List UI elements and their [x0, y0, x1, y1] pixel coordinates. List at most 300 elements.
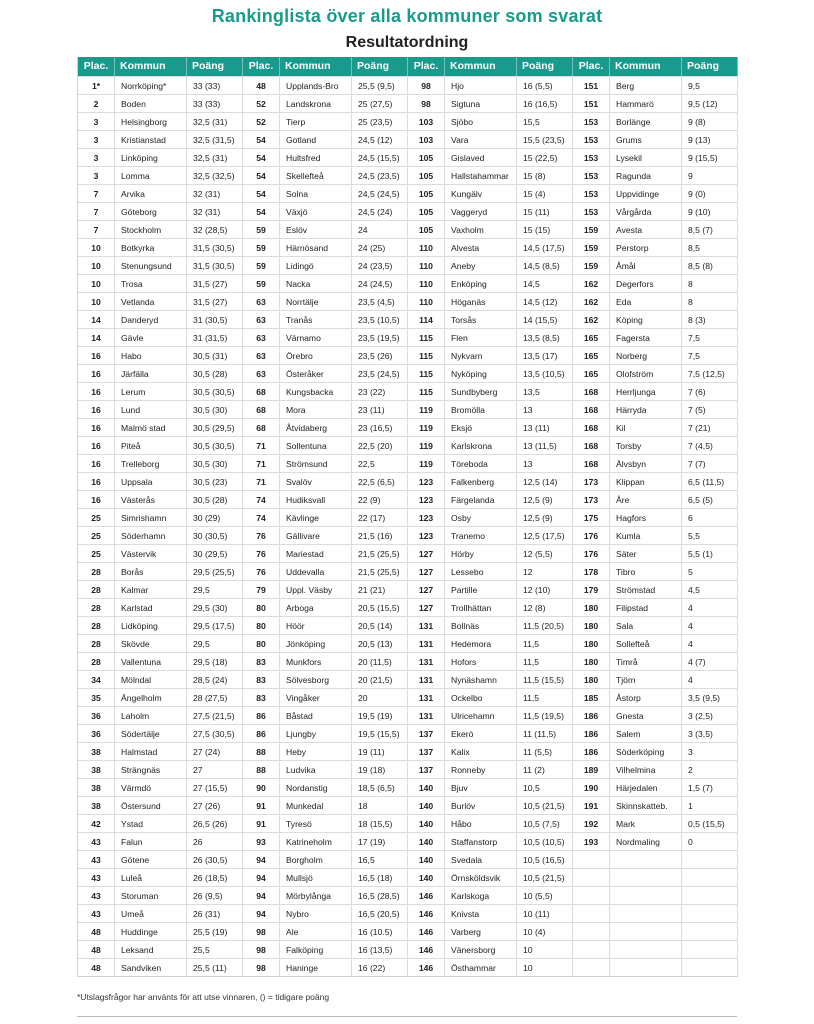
kommun-cell: Strömsund: [280, 455, 352, 472]
table-row: [78, 238, 243, 256]
place-cell: 151: [573, 77, 610, 94]
kommun-cell: Borlänge: [610, 113, 682, 130]
poang-cell: 31 (31,5): [187, 329, 243, 346]
place-cell: 63: [243, 347, 280, 364]
kommun-cell: Umeå: [115, 905, 187, 922]
place-cell: [573, 959, 610, 976]
place-cell: 10: [78, 239, 115, 256]
place-cell: 119: [408, 437, 445, 454]
table-header: [573, 57, 738, 76]
place-cell: 98: [243, 941, 280, 958]
kommun-cell: Kalix: [445, 743, 517, 760]
kommun-cell: Gävle: [115, 329, 187, 346]
poang-cell: 29,5 (30): [187, 599, 243, 616]
kommun-cell: Simrishamn: [115, 509, 187, 526]
poang-cell: 17 (19): [352, 833, 408, 850]
place-cell: 159: [573, 257, 610, 274]
place-cell: 16: [78, 383, 115, 400]
table-row: [78, 886, 243, 904]
poang-cell: 11 (5,5): [517, 743, 573, 760]
kommun-cell: Mark: [610, 815, 682, 832]
table-row: [78, 202, 243, 220]
table-row: [573, 616, 738, 634]
kommun-cell: Strömstad: [610, 581, 682, 598]
place-cell: 114: [408, 311, 445, 328]
table-row: [243, 400, 408, 418]
place-cell: 91: [243, 797, 280, 814]
poang-cell: 13: [517, 401, 573, 418]
kommun-cell: Ängelholm: [115, 689, 187, 706]
table-row: [78, 760, 243, 778]
poang-cell: 29,5 (17,5): [187, 617, 243, 634]
poang-cell: 24,5 (24,5): [352, 185, 408, 202]
place-cell: 137: [408, 761, 445, 778]
poang-cell: 19 (18): [352, 761, 408, 778]
place-cell: 80: [243, 599, 280, 616]
poang-cell: 9 (15,5): [682, 149, 738, 166]
poang-cell: 26 (18,5): [187, 869, 243, 886]
place-cell: 191: [573, 797, 610, 814]
kommun-cell: Sölvesborg: [280, 671, 352, 688]
poang-cell: 29,5 (18): [187, 653, 243, 670]
place-cell: 159: [573, 239, 610, 256]
table-row: [78, 346, 243, 364]
table-row: [78, 796, 243, 814]
poang-cell: 13 (11,5): [517, 437, 573, 454]
table-row: [243, 94, 408, 112]
kommun-cell: Lessebo: [445, 563, 517, 580]
poang-cell: 29,5: [187, 581, 243, 598]
table-row: [78, 832, 243, 850]
table-row: [243, 202, 408, 220]
table-row: [243, 544, 408, 562]
table-row: [408, 526, 573, 544]
poang-cell: 0,5 (15,5): [682, 815, 738, 832]
kommun-cell: Köping: [610, 311, 682, 328]
kommun-cell: Nordanstig: [280, 779, 352, 796]
poang-cell: 4: [682, 635, 738, 652]
place-cell: 175: [573, 509, 610, 526]
kommun-cell: Båstad: [280, 707, 352, 724]
kommun-cell: Värmdö: [115, 779, 187, 796]
table-row: [408, 562, 573, 580]
table-row: [243, 256, 408, 274]
kommun-cell: Karlskrona: [445, 437, 517, 454]
poang-cell: 9 (8): [682, 113, 738, 130]
kommun-cell: Botkyrka: [115, 239, 187, 256]
place-cell: 123: [408, 509, 445, 526]
kommun-cell: Uppsala: [115, 473, 187, 490]
table-row: [78, 958, 243, 976]
kommun-cell: Partille: [445, 581, 517, 598]
kommun-cell: Mullsjö: [280, 869, 352, 886]
place-cell: 48: [78, 923, 115, 940]
header-poang: Poäng: [187, 57, 243, 76]
kommun-cell: Strängnäs: [115, 761, 187, 778]
place-cell: 165: [573, 329, 610, 346]
kommun-cell: Lysekil: [610, 149, 682, 166]
table-row: [78, 544, 243, 562]
table-row: [408, 670, 573, 688]
poang-cell: 13: [517, 455, 573, 472]
table-row: [243, 274, 408, 292]
kommun-cell: Nacka: [280, 275, 352, 292]
header-place: Plac.: [78, 57, 115, 76]
poang-cell: 16,5 (18): [352, 869, 408, 886]
table-row: [243, 238, 408, 256]
ranking-column: [573, 57, 738, 976]
kommun-cell: [610, 869, 682, 886]
place-cell: 162: [573, 275, 610, 292]
place-cell: 153: [573, 185, 610, 202]
place-cell: 34: [78, 671, 115, 688]
poang-cell: 7,5: [682, 329, 738, 346]
table-row: [573, 436, 738, 454]
place-cell: 168: [573, 437, 610, 454]
table-row: [78, 490, 243, 508]
header-place: Plac.: [408, 57, 445, 76]
table-row: [573, 76, 738, 94]
poang-cell: 27 (26): [187, 797, 243, 814]
place-cell: 115: [408, 383, 445, 400]
place-cell: 168: [573, 455, 610, 472]
place-cell: 28: [78, 635, 115, 652]
place-cell: 25: [78, 545, 115, 562]
poang-cell: [682, 905, 738, 922]
table-row: [78, 508, 243, 526]
table-row: [78, 616, 243, 634]
page-title: Rankinglista över alla kommuner som svarat: [211, 6, 603, 26]
place-cell: 7: [78, 203, 115, 220]
place-cell: 137: [408, 725, 445, 742]
table-row: [408, 166, 573, 184]
table-row: [78, 922, 243, 940]
poang-cell: 16,5 (20,5): [352, 905, 408, 922]
place-cell: 115: [408, 329, 445, 346]
table-row: [408, 292, 573, 310]
table-row: [408, 634, 573, 652]
kommun-cell: Berg: [610, 77, 682, 94]
poang-cell: 26: [187, 833, 243, 850]
kommun-cell: Sandviken: [115, 959, 187, 976]
poang-cell: 31,5 (27): [187, 293, 243, 310]
header-kommun: Kommun: [445, 57, 517, 76]
kommun-cell: Klippan: [610, 473, 682, 490]
kommun-cell: Ljungby: [280, 725, 352, 742]
kommun-cell: Olofström: [610, 365, 682, 382]
table-row: [243, 580, 408, 598]
place-cell: 83: [243, 689, 280, 706]
poang-cell: 9 (13): [682, 131, 738, 148]
place-cell: 28: [78, 581, 115, 598]
kommun-cell: Nordmaling: [610, 833, 682, 850]
poang-cell: 7,5 (12,5): [682, 365, 738, 382]
table-row: [243, 850, 408, 868]
place-cell: 98: [243, 959, 280, 976]
poang-cell: 25 (27,5): [352, 95, 408, 112]
table-row: [573, 508, 738, 526]
table-row: [573, 418, 738, 436]
kommun-cell: Bromölla: [445, 401, 517, 418]
place-cell: 88: [243, 743, 280, 760]
table-row: [243, 598, 408, 616]
table-rows: [243, 76, 408, 976]
table-row: [243, 922, 408, 940]
poang-cell: 4: [682, 617, 738, 634]
poang-cell: 27,5 (21,5): [187, 707, 243, 724]
table-row: [243, 688, 408, 706]
poang-cell: 31,5 (30,5): [187, 257, 243, 274]
poang-cell: 2: [682, 761, 738, 778]
place-cell: 140: [408, 815, 445, 832]
place-cell: 146: [408, 959, 445, 976]
table-row: [408, 346, 573, 364]
table-row: [78, 148, 243, 166]
place-cell: 105: [408, 167, 445, 184]
poang-cell: 15,5: [517, 113, 573, 130]
kommun-cell: Ekerö: [445, 725, 517, 742]
kommun-cell: Hjo: [445, 77, 517, 94]
poang-cell: 21 (21): [352, 581, 408, 598]
place-cell: 178: [573, 563, 610, 580]
table-row: [243, 562, 408, 580]
kommun-cell: Östersund: [115, 797, 187, 814]
header-place: Plac.: [243, 57, 280, 76]
place-cell: 3: [78, 113, 115, 130]
table-row: [408, 688, 573, 706]
table-row: [243, 904, 408, 922]
place-cell: 79: [243, 581, 280, 598]
table-row: [78, 652, 243, 670]
poang-cell: 25,5 (11): [187, 959, 243, 976]
place-cell: 173: [573, 473, 610, 490]
place-cell: 105: [408, 203, 445, 220]
poang-cell: 4,5: [682, 581, 738, 598]
kommun-cell: Söderköping: [610, 743, 682, 760]
poang-cell: 24 (23,5): [352, 257, 408, 274]
place-cell: 63: [243, 293, 280, 310]
kommun-cell: Örebro: [280, 347, 352, 364]
place-cell: [573, 941, 610, 958]
place-cell: 7: [78, 185, 115, 202]
kommun-cell: Hammarö: [610, 95, 682, 112]
table-row: [408, 616, 573, 634]
poang-cell: 9,5 (12): [682, 95, 738, 112]
kommun-cell: Nyköping: [445, 365, 517, 382]
place-cell: [573, 851, 610, 868]
kommun-cell: Åmål: [610, 257, 682, 274]
place-cell: 35: [78, 689, 115, 706]
place-cell: 180: [573, 599, 610, 616]
poang-cell: 8 (3): [682, 311, 738, 328]
table-row: [408, 112, 573, 130]
kommun-cell: Ockelbo: [445, 689, 517, 706]
place-cell: 74: [243, 491, 280, 508]
poang-cell: 19,5 (15,5): [352, 725, 408, 742]
poang-cell: 1,5 (7): [682, 779, 738, 796]
table-row: [408, 274, 573, 292]
place-cell: 48: [243, 77, 280, 94]
poang-cell: [682, 887, 738, 904]
place-cell: 137: [408, 743, 445, 760]
table-row: [408, 940, 573, 958]
poang-cell: 24,5 (24): [352, 203, 408, 220]
poang-cell: 7 (6): [682, 383, 738, 400]
poang-cell: 8,5 (8): [682, 257, 738, 274]
kommun-cell: Växjö: [280, 203, 352, 220]
place-cell: 42: [78, 815, 115, 832]
poang-cell: 21,5 (16): [352, 527, 408, 544]
table-row: [573, 202, 738, 220]
table-row: [78, 310, 243, 328]
table-row: [78, 670, 243, 688]
table-row: [408, 256, 573, 274]
poang-cell: 31 (30,5): [187, 311, 243, 328]
table-row: [408, 796, 573, 814]
kommun-cell: Sollefteå: [610, 635, 682, 652]
table-row: [573, 688, 738, 706]
kommun-cell: Hallstahammar: [445, 167, 517, 184]
poang-cell: 27,5 (30,5): [187, 725, 243, 742]
place-cell: 153: [573, 167, 610, 184]
kommun-cell: Vingåker: [280, 689, 352, 706]
table-row: [573, 850, 738, 868]
place-cell: 16: [78, 347, 115, 364]
kommun-cell: Norrköping*: [115, 77, 187, 94]
kommun-cell: Mölndal: [115, 671, 187, 688]
kommun-cell: Mora: [280, 401, 352, 418]
table-row: [573, 868, 738, 886]
kommun-cell: Habo: [115, 347, 187, 364]
poang-cell: 27 (24): [187, 743, 243, 760]
poang-cell: [682, 869, 738, 886]
table-row: [78, 940, 243, 958]
kommun-cell: Ystad: [115, 815, 187, 832]
poang-cell: 6: [682, 509, 738, 526]
poang-cell: 30 (29,5): [187, 545, 243, 562]
place-cell: 119: [408, 419, 445, 436]
table-row: [78, 706, 243, 724]
place-cell: 186: [573, 725, 610, 742]
poang-cell: 11,5 (20,5): [517, 617, 573, 634]
kommun-cell: Borås: [115, 563, 187, 580]
table-row: [408, 724, 573, 742]
table-row: [408, 652, 573, 670]
table-row: [78, 436, 243, 454]
place-cell: 168: [573, 419, 610, 436]
kommun-cell: Ragunda: [610, 167, 682, 184]
poang-cell: 16,5 (28,5): [352, 887, 408, 904]
place-cell: 16: [78, 401, 115, 418]
place-cell: 10: [78, 293, 115, 310]
place-cell: 192: [573, 815, 610, 832]
poang-cell: 11 (11,5): [517, 725, 573, 742]
place-cell: 3: [78, 149, 115, 166]
kommun-cell: Höganäs: [445, 293, 517, 310]
table-row: [408, 418, 573, 436]
kommun-cell: [610, 959, 682, 976]
table-row: [408, 472, 573, 490]
poang-cell: 22 (17): [352, 509, 408, 526]
ranking-column: [78, 57, 243, 976]
kommun-cell: Boden: [115, 95, 187, 112]
kommun-cell: Varberg: [445, 923, 517, 940]
place-cell: [573, 923, 610, 940]
table-row: [78, 868, 243, 886]
place-cell: 28: [78, 563, 115, 580]
poang-cell: 16 (10.5): [352, 923, 408, 940]
table-row: [573, 706, 738, 724]
place-cell: 105: [408, 221, 445, 238]
place-cell: 7: [78, 221, 115, 238]
table-row: [408, 760, 573, 778]
kommun-cell: Nykvarn: [445, 347, 517, 364]
kommun-cell: Södertälje: [115, 725, 187, 742]
poang-cell: 24 (25): [352, 239, 408, 256]
table-row: [243, 706, 408, 724]
kommun-cell: Ale: [280, 923, 352, 940]
poang-cell: 32,5 (32,5): [187, 167, 243, 184]
kommun-cell: Trosa: [115, 275, 187, 292]
kommun-cell: Lidköping: [115, 617, 187, 634]
table-row: [573, 346, 738, 364]
kommun-cell: Hörby: [445, 545, 517, 562]
poang-cell: 14 (15,5): [517, 311, 573, 328]
poang-cell: 26 (30,5): [187, 851, 243, 868]
place-cell: 131: [408, 707, 445, 724]
kommun-cell: Bjuv: [445, 779, 517, 796]
place-cell: 38: [78, 779, 115, 796]
kommun-cell: Kil: [610, 419, 682, 436]
kommun-cell: Kalmar: [115, 581, 187, 598]
kommun-cell: Färgelanda: [445, 491, 517, 508]
table-row: [408, 778, 573, 796]
kommun-cell: Svedala: [445, 851, 517, 868]
poang-cell: 10 (4): [517, 923, 573, 940]
poang-cell: 23 (22): [352, 383, 408, 400]
place-cell: 76: [243, 527, 280, 544]
poang-cell: 19 (11): [352, 743, 408, 760]
kommun-cell: Enköping: [445, 275, 517, 292]
place-cell: 103: [408, 131, 445, 148]
kommun-cell: Hofors: [445, 653, 517, 670]
place-cell: 115: [408, 365, 445, 382]
place-cell: 52: [243, 113, 280, 130]
table-row: [573, 832, 738, 850]
place-cell: 94: [243, 869, 280, 886]
kommun-cell: Staffanstorp: [445, 833, 517, 850]
poang-cell: 13,5 (10,5): [517, 365, 573, 382]
kommun-cell: Lidingö: [280, 257, 352, 274]
kommun-cell: Gislaved: [445, 149, 517, 166]
table-row: [243, 634, 408, 652]
poang-cell: 12 (8): [517, 599, 573, 616]
poang-cell: 0: [682, 833, 738, 850]
place-cell: 94: [243, 851, 280, 868]
table-row: [573, 922, 738, 940]
table-row: [573, 580, 738, 598]
place-cell: 123: [408, 473, 445, 490]
kommun-cell: Trollhättan: [445, 599, 517, 616]
kommun-cell: Arvika: [115, 185, 187, 202]
place-cell: 16: [78, 419, 115, 436]
kommun-cell: Laholm: [115, 707, 187, 724]
table-row: [78, 814, 243, 832]
poang-cell: 13,5 (8,5): [517, 329, 573, 346]
table-row: [243, 778, 408, 796]
kommun-cell: Nynäshamn: [445, 671, 517, 688]
place-cell: 193: [573, 833, 610, 850]
